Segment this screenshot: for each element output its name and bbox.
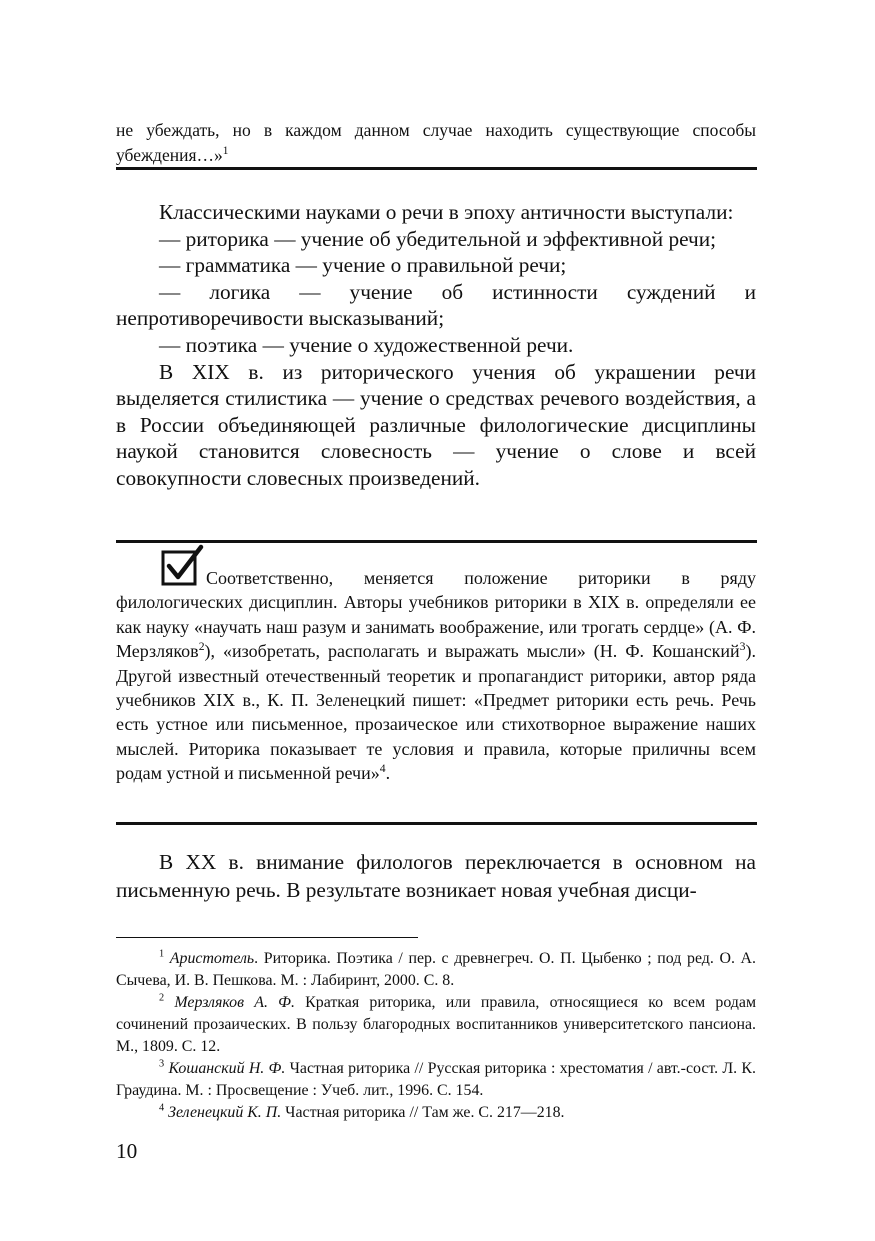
body-paragraph: В XIX в. из риторического учения об украшении речи выделяется стилистика — учение о средствах речевого воздействия, а в России объединяющей различные филологические дисциплины наукой становится словесность — учение о слове и всей совокупности словесных произведений. xyxy=(116,359,756,490)
footnote xyxy=(116,992,756,1058)
footnote-author: Аристотель xyxy=(169,950,255,967)
footnote-text: . Риторика. Поэтика / пер. с древнегреч. О. П. Цыбенко ; под ред. О. А. Сычева, И. В. Пешкова. М. : Лабиринт, 2000. С. 8. xyxy=(116,950,756,989)
main-text-continued xyxy=(116,848,756,904)
footnote-number: 1 xyxy=(159,948,165,960)
box-text-4: . xyxy=(385,763,391,784)
footnote xyxy=(116,948,756,992)
footnote-author: Мерзляков А. Ф. xyxy=(174,994,295,1011)
page-number: 10 xyxy=(116,1139,138,1163)
footnote xyxy=(116,1058,756,1102)
footnote-text: Краткая риторика, или правила, относящиеся ко всем родам сочинений прозаических. В пользу благородных воспитанников университетского пансиона. М., 1809. С. 12. xyxy=(116,994,757,1055)
box-text-3: ). Другой известный отечественный теоретик и пропагандист риторики, автор ряда учебников XIX в., К. П. Зеленецкий пишет: «Предмет риторики есть речь. Речь есть устное или письменное, прозаическое или стихотворное выражение наших мыслей. Риторика показывает те условия и правила, которые приличны всем родам устной и письменной речи» xyxy=(116,641,756,784)
list-item: — логика — учение об истинности суждений и непротиворечивости высказываний; xyxy=(116,279,756,331)
box-paragraph xyxy=(116,552,756,786)
box-bottom-rule xyxy=(116,822,757,825)
quote-bottom-rule xyxy=(116,167,757,170)
footnote-author: Зеленецкий К. П. xyxy=(168,1104,282,1121)
quote-text: не убеждать, но в каждом данном случае находить существующие способы убеждения…» xyxy=(116,120,756,165)
list-item: — грамматика — учение о правильной речи; xyxy=(159,253,567,278)
checkbox-checked-icon xyxy=(161,552,197,588)
footnote-number: 4 xyxy=(159,1102,165,1114)
footnote-author: Кошанский Н. Ф. xyxy=(168,1060,286,1077)
footnote-text: Частная риторика // Там же. С. 217—218. xyxy=(281,1104,565,1121)
sciences-list xyxy=(116,226,756,359)
footnote-number: 2 xyxy=(159,992,165,1004)
footnote-ref: 3 xyxy=(739,640,746,654)
intro-paragraph: Классическими науками о речи в эпоху античности выступали: xyxy=(159,200,734,224)
list-item: — риторика — учение об убедительной и эффективной речи; xyxy=(159,226,717,251)
footnote-text: Частная риторика // Русская риторика : хрестоматия / авт.-сост. Л. К. Граудина. М. : Просвещение : Учеб. лит., 1996. С. 154. xyxy=(116,1060,756,1099)
footnote-number: 3 xyxy=(159,1058,165,1070)
highlight-box xyxy=(116,552,756,786)
body-paragraph: В XX в. внимание филологов переключается в основном на письменную речь. В результате возникает новая учебная дисци- xyxy=(116,850,756,902)
main-text xyxy=(116,199,756,492)
box-text-2: ), «изобретать, располагать и выражать мысли» (Н. Ф. Кошанский xyxy=(204,641,740,662)
footnote-ref: 1 xyxy=(222,145,229,158)
box-top-rule xyxy=(116,540,757,543)
footnote-ref: 4 xyxy=(379,762,386,776)
footnote xyxy=(116,1102,756,1124)
footnote-ref: 2 xyxy=(198,640,205,654)
quote-continuation xyxy=(116,118,756,168)
box-text-1: Соответственно, меняется положение риторики в ряду филологических дисциплин. Авторы учебников риторики в XIX в. определяли ее как науку «научать наш разум и занимать воображение, или трогать сердце» (А. Ф. Мерзляков xyxy=(116,568,756,662)
list-item: — поэтика — учение о художественной речи. xyxy=(159,332,574,357)
footnotes xyxy=(116,948,756,1124)
footnote-separator xyxy=(116,937,418,938)
